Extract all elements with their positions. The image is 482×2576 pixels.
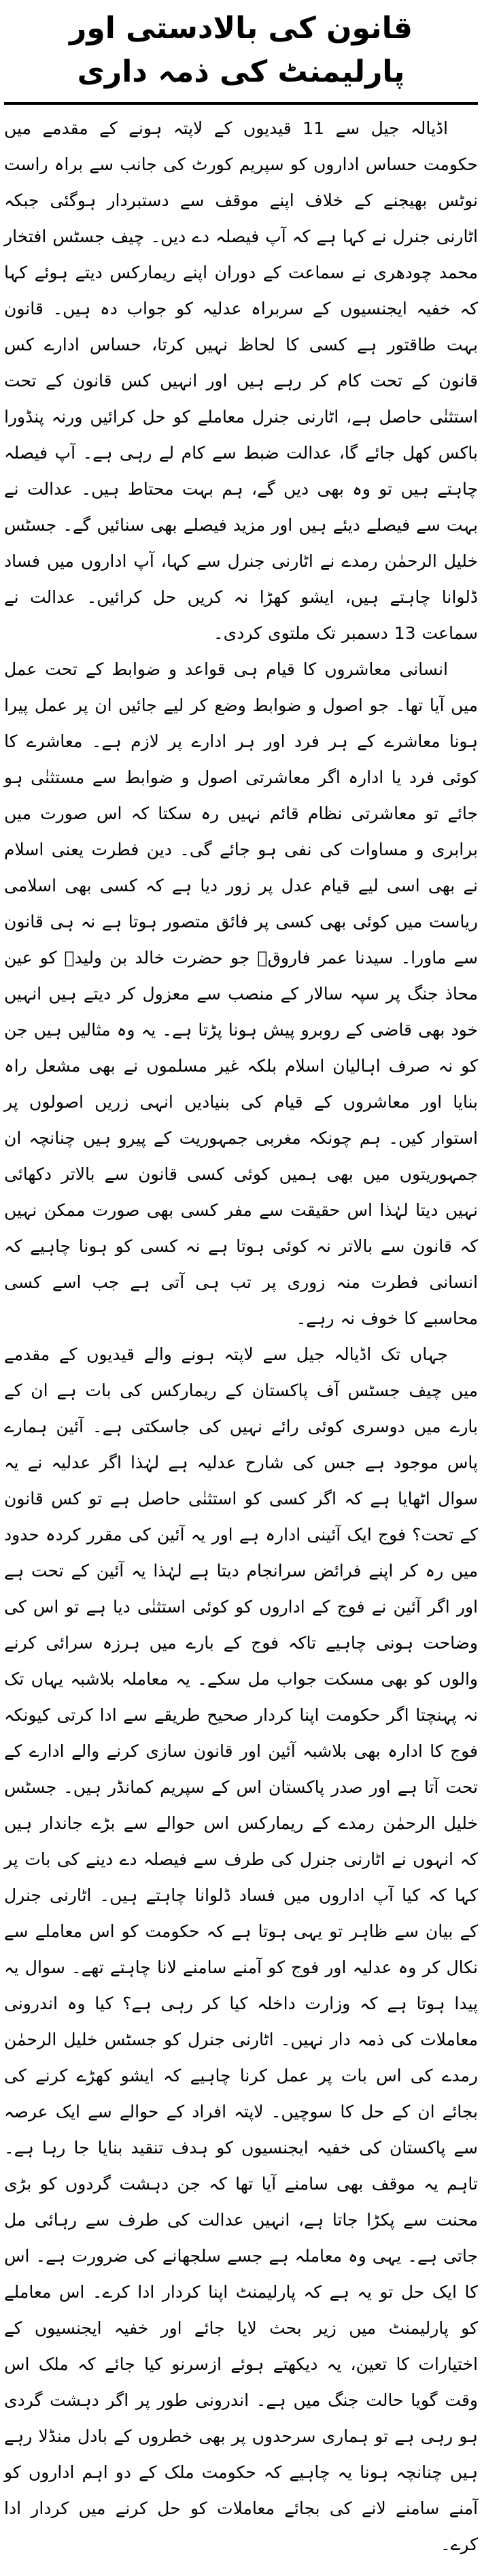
- article-title: قانون کی بالادستی اور پارلیمنٹ کی ذمہ داری: [69, 11, 413, 89]
- title-divider-rule: [4, 102, 478, 105]
- article-paragraph-1: اڈیالہ جیل سے 11 قیدیوں کے لاپتہ ہونے کے مقدمے میں حکومت حساس اداروں کو سپریم کورٹ کی جانب سے براہ راست نوٹس بھیجنے کے خلاف اپنے موقف سے دستبردار ہوگئی جبکہ اٹارنی جنرل نے کہا ہے کہ آپ فیصلہ دے دیں۔ چیف جسٹس افتخار محمد چودھری نے سماعت کے دوران اپنے ریمارکس دیتے ہوئے کہا کہ خفیہ ایجنسیوں کے سربراہ عدلیہ کو جواب دہ ہیں۔ قانون بہت طاقتور ہے کسی کا لحاظ نہیں کرتا، حساس ادارے کس قانون کے تحت کام کر رہے ہیں اور انہیں کس قانون کے تحت استثنٰی حاصل ہے، اٹارنی جنرل معاملے کو حل کرائیں ورنہ پنڈورا باکس کھل جائے گا، عدالت ضبط سے کام لے رہی ہے۔ آپ فیصلہ چاہتے ہیں تو وہ بھی دیں گے، ہم بہت محتاط ہیں۔ عدالت نے بہت سے فیصلے دیئے ہیں اور مزید فیصلے بھی سنائیں گے۔ جسٹس خلیل الرحمٰن رمدے نے اٹارنی جنرل سے کہا، آپ اداروں میں فساد ڈلوانا چاہتے ہیں، ایشو کھڑا نہ کریں حل کرائیں۔ عدالت نے سماعت 13 دسمبر تک ملتوی کردی۔: [4, 118, 478, 643]
- article-body: [4, 110, 478, 2562]
- article-paragraph-3: جہاں تک اڈیالہ جیل سے لاپتہ ہونے والے قیدیوں کے مقدمے میں چیف جسٹس آف پاکستان کے ریمارکس کی بات ہے ان کے بارے میں دوسری کوئی رائے نہیں کی جاسکتی ہے۔ آئین ہمارے پاس موجود ہے جس کی شارح عدلیہ ہے لہٰذا اگر عدلیہ نے یہ سوال اٹھایا ہے کہ اگر کسی کو استثنٰی حاصل ہے تو کس قانون کے تحت؟ فوج ایک آئینی ادارہ ہے اور یہ آئین کی مقرر کردہ حدود میں رہ کر اپنے فرائض سرانجام دیتا ہے لہٰذا یہ آئین کے تحت ہے اور اگر آئین نے فوج کے اداروں کو کوئی استثنٰی دیا ہے تو اس کی وضاحت ہونی چاہیے تاکہ فوج کے بارے میں ہرزہ سرائی کرنے والوں کو بھی مسکت جواب مل سکے۔ یہ معاملہ بلاشبہ یہاں تک نہ پہنچتا اگر حکومت اپنا کردار صحیح طریقے سے ادا کرتی کیونکہ فوج کا ادارہ بھی بلاشبہ آئین اور قانون سازی کرنے والے ادارے کے تحت آتا ہے اور صدر پاکستان اس کے سپریم کمانڈر ہیں۔ جسٹس خلیل الرحمٰن رمدے کے ریمارکس اس حوالے سے بڑے جاندار ہیں کہ انہوں نے اٹارنی جنرل کی طرف سے فیصلہ دے دینے کی بات پر کہا کہ کیا آپ اداروں میں فساد ڈلوانا چاہتے ہیں۔ اٹارنی جنرل کے بیان سے ظاہر تو یہی ہوتا ہے کہ حکومت کو اس معاملے سے نکال کر وہ عدلیہ اور فوج کو آمنے سامنے لانا چاہتے تھے۔ سوال یہ پیدا ہوتا ہے کہ وزارت داخلہ کیا کر رہی ہے؟ کیا وہ اندرونی معاملات کی ذمہ دار نہیں۔ اٹارنی جنرل کو جسٹس خلیل الرحمٰن رمدے کی اس بات پر عمل کرنا چاہیے کہ ایشو کھڑے کرنے کی بجائے ان کے حل کا سوچیں۔ لاپتہ افراد کے حوالے سے ایک عرصہ سے پاکستان کی خفیہ ایجنسیوں کو ہدف تنقید بنایا جا رہا ہے۔ تاہم یہ موقف بھی سامنے آیا تھا کہ جن دہشت گردوں کو بڑی محنت سے پکڑا جاتا ہے، انہیں عدالت کی طرف سے رہائی مل جاتی ہے۔ یہی وہ معاملہ ہے جسے سلجھانے کی ضرورت ہے۔ اس کا ایک حل تو یہ ہے کہ پارلیمنٹ اپنا کردار ادا کرے۔ اس معاملے کو پارلیمنٹ میں زیر بحث لایا جائے اور خفیہ ایجنسیوں کے اختیارات کا تعین، یہ دیکھتے ہوئے ازسرنو کیا جائے کہ ملک اس وقت گویا حالت جنگ میں ہے۔ اندرونی طور پر اگر دہشت گردی ہو رہی ہے تو ہماری سرحدوں پر بھی خطروں کے بادل منڈلا رہے ہیں چنانچہ ہونا یہ چاہیے کہ حکومت ملک کے دو اہم اداروں کو آمنے سامنے لانے کی بجائے معاملات کو حل کرنے میں کردار ادا کرے۔: [4, 1344, 478, 2554]
- article-paragraph-2: انسانی معاشروں کا قیام ہی قواعد و ضوابط کے تحت عمل میں آیا تھا۔ جو اصول و ضوابط وضع کر لیے جائیں ان پر عمل پیرا ہونا معاشرے کے ہر فرد اور ہر ادارے پر لازم ہے۔ معاشرے کا کوئی فرد یا ادارہ اگر معاشرتی اصول و ضوابط سے مستثنٰی ہو جائے تو معاشرتی نظام قائم نہیں رہ سکتا کہ اس صورت میں برابری و مساوات کی نفی ہو جائے گی۔ دین فطرت یعنی اسلام نے بھی اسی لیے قیام عدل پر زور دیا ہے کہ کسی بھی اسلامی ریاست میں کوئی بھی کسی پر فائق متصور ہوتا ہے نہ ہی قانون سے ماورا۔ سیدنا عمر فاروقؓ جو حضرت خالد بن ولیدؓ کو عین محاذ جنگ پر سپہ سالار کے منصب سے معزول کر دیتے ہیں انہیں خود بھی قاضی کے روبرو پیش ہونا پڑتا ہے۔ یہ وہ مثالیں ہیں جن کو نہ صرف اہالیان اسلام بلکہ غیر مسلموں نے بھی مشعل راہ بنایا اور معاشروں کے قیام کی بنیادیں انہی زریں اصولوں پر استوار کیں۔ ہم چونکہ مغربی جمہوریت کے پیرو ہیں چنانچہ ان جمہوریتوں میں بھی ہمیں کوئی کسی قانون سے بالاتر دکھائی نہیں دیتا لہٰذا اس حقیقت سے مفر کسی بھی صورت ممکن نہیں کہ قانون سے بالاتر نہ کوئی ہوتا ہے نہ کسی کو ہونا چاہیے کہ انسانی فطرت منہ زوری پر تب ہی آتی ہے جب اسے کسی محاسبے کا خوف نہ رہے۔: [4, 659, 478, 1328]
